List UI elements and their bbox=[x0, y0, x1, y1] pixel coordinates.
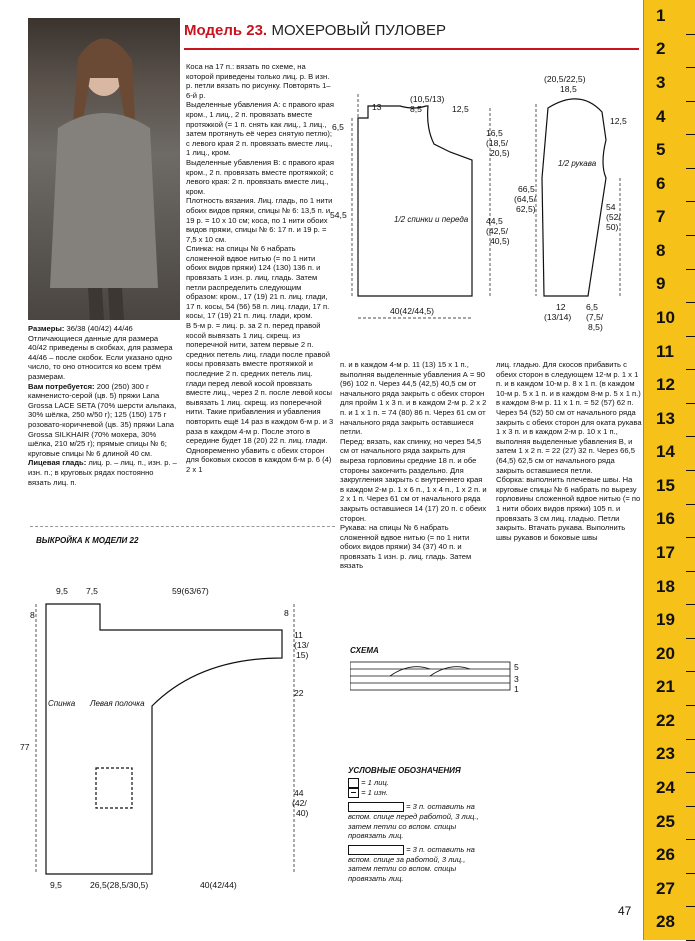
needed-text: 200 (250) 300 г камненисто-серой (цв. 5) пряжи Lana Grossa LACE SETA (70% шерсти альпака, 30% шёлка, 250 м/50 г); 125 (150) 175 г розовато-коричневой (цв. 35) пряжи Lana Grossa SILKHAIR (70% мохера, 30% шёлка, 210 м/25 г); прямые спицы № 6; круговые спицы № 6 длиной 40 см. bbox=[28, 381, 177, 458]
scheme-row-3: 3 bbox=[514, 674, 519, 684]
paragraph: Коса на 17 п.: вязать по схеме, на которой приведены только лиц. р. В изн. р. петли вязать по рисунку. Повторять 1–6-й р. bbox=[186, 62, 331, 100]
dim-40-44: 40(42/44) bbox=[200, 880, 237, 890]
dim-12-5: 12,5 bbox=[452, 104, 469, 114]
ruler-tick bbox=[686, 235, 695, 236]
sizes-note: Отличающиеся данные для размера 40/42 приведены в скобках, для размера 44/46 – после скобок. Если указано одно число, то оно относится ко всем трём размерам. bbox=[28, 333, 173, 381]
ruler-mark: 15 bbox=[656, 475, 675, 495]
ruler-tick bbox=[686, 873, 695, 874]
dim-7-5-top: 7,5 bbox=[86, 586, 98, 596]
ruler-mark: 19 bbox=[656, 610, 675, 630]
legend-item bbox=[348, 845, 488, 884]
model-number: Модель 23. bbox=[184, 22, 268, 39]
legend-purl: = 1 изн. bbox=[361, 788, 389, 797]
legend-cable-back: = 3 п. оставить на вспом. спице за работой, 3 лиц., затем петли со вспом. спицы провязать лиц. bbox=[348, 844, 475, 883]
ruler-tick bbox=[686, 638, 695, 639]
legend-item bbox=[348, 778, 488, 788]
paragraph: Плотность вязания. Лиц. гладь, по 1 нити обоих видов пряжи, спицы № 6: 13,5 п. и 19 р. = 10 х 10 см; коса, по 1 нити обоих видов пряжи, спицы № 6: 17 п. и 19 р. = 7,5 х 10 см. bbox=[186, 196, 333, 244]
ruler-mark: 13 bbox=[656, 408, 675, 428]
dim-44-5: 44,5 bbox=[486, 216, 503, 226]
ruler-mark: 22 bbox=[656, 710, 675, 730]
dim-12: 12 bbox=[556, 302, 566, 312]
pattern22-diagram bbox=[20, 578, 340, 898]
ruler-mark: 10 bbox=[656, 307, 675, 327]
dim-13-15a: (13/ bbox=[294, 640, 309, 650]
title-bar bbox=[184, 22, 639, 50]
legend-knit: = 1 лиц. bbox=[361, 778, 389, 787]
dim-22: 22 bbox=[294, 688, 304, 698]
dim-8-5: 8,5 bbox=[410, 104, 422, 114]
middle-column-text bbox=[186, 62, 334, 475]
ruler-tick bbox=[686, 504, 695, 505]
left-column-text bbox=[28, 324, 178, 487]
dim-40-5: 40,5) bbox=[490, 236, 510, 246]
dim-44: 44 bbox=[294, 788, 304, 798]
ruler-tick bbox=[686, 705, 695, 706]
ruler-tick bbox=[686, 302, 695, 303]
dim-10-5: (10,5/13) bbox=[410, 94, 445, 104]
sizes-label: Размеры: bbox=[28, 324, 65, 333]
dim-8-right: 8 bbox=[284, 608, 289, 618]
ruler-mark: 11 bbox=[656, 341, 674, 361]
legend-cable-front: = 3 п. оставить на вспом. спице перед работой, 3 лиц., затем петли со вспом. спицы провязать лиц. bbox=[348, 802, 479, 841]
ruler-mark: 28 bbox=[656, 912, 675, 932]
column-four-text bbox=[496, 360, 642, 542]
sizes-value: 36/38 (40/42) 44/46 bbox=[66, 324, 133, 333]
ruler-mark: 27 bbox=[656, 878, 675, 898]
paragraph: лиц. гладью. Для скосов прибавить с обеих сторон в следующем 12-м р. 1 х 1 п. и в каждом 10-м р. 8 х 1 п. (в каждом 10-м р. 5 х 1 п. и в каждом 8-м р. 5 х 1 п.) в каждом 8-м р. 11 х 1 п. = 52 (57) 62 п. Через 54 (52) 50 см от начального ряда закрыть с обеих сторон для оката рукава 1 х 3 п. и в каждом 2-м р. 10 х 1 п., выполняя выделенные убавления В, и затем 1 х 2 п. = 22 (27) 32 п. Через 66,5 (64,5) 62,5 см от начального ряда закрыть оставшиеся петли. bbox=[496, 360, 642, 475]
ruler-mark: 7 bbox=[656, 207, 666, 227]
ruler-tick bbox=[686, 839, 695, 840]
dim-42-40b: 40) bbox=[296, 808, 309, 818]
dim-64-5: (64,5/ bbox=[514, 194, 536, 204]
ruler-tick bbox=[686, 772, 695, 773]
ruler-tick bbox=[686, 134, 695, 135]
paragraph: п. и в каждом 4-м р. 11 (13) 15 х 1 п., выполняя выделенные убавления А = 90 (96) 102 п. Через 44,5 (42,5) 40,5 см от начального ряда закрыть с обеих сторон для пройм 1 х 3 п. и в каждом 2-м р. 2 х 2 п. и 1 х 1 п. = 74 (80) 86 п. Через 61 см от начального ряда закрыть оставшиеся петли. bbox=[340, 360, 487, 437]
legend-item bbox=[348, 788, 488, 798]
dim-54-5: 54,5 bbox=[330, 210, 347, 220]
dim-11: 11 bbox=[294, 630, 303, 640]
ruler-tick bbox=[686, 403, 695, 404]
ruler-tick bbox=[686, 470, 695, 471]
ruler-mark: 5 bbox=[656, 140, 666, 160]
dim-sleeve-12-5: 12,5 bbox=[610, 116, 627, 126]
measure-tape bbox=[643, 0, 695, 940]
dim-66-5: 66,5 bbox=[518, 184, 535, 194]
dim-width-body: 40(42/44,5) bbox=[390, 306, 434, 316]
dim-8-5b: 8,5) bbox=[588, 322, 603, 332]
ruler-mark: 2 bbox=[656, 39, 666, 59]
legend bbox=[348, 778, 488, 884]
ruler-tick bbox=[686, 806, 695, 807]
face-text: лиц. р. – лиц. п., изн. р. – изн. п.; в круговых рядах постоянно вязать лиц. п. bbox=[28, 458, 177, 487]
dim-50: 50) bbox=[606, 222, 619, 232]
dim-13-14: (13/14) bbox=[544, 312, 572, 322]
paragraph: Рукава: на спицы № 6 набрать сложенной вдвое нитью (= по 1 нити обоих видов пряжи) 34 (37) 40 п. и провязать 1 изн. р. лиц. гладь. Затем вязать bbox=[340, 523, 472, 571]
ruler-tick bbox=[686, 537, 695, 538]
ruler-mark: 23 bbox=[656, 744, 675, 764]
ruler-tick bbox=[686, 269, 695, 270]
ruler-tick bbox=[686, 604, 695, 605]
dim-26-5: 26,5(28,5/30,5) bbox=[90, 880, 149, 890]
dim-9-5-top: 9,5 bbox=[56, 586, 68, 596]
dim-77: 77 bbox=[20, 742, 30, 752]
back-label: Спинка bbox=[48, 699, 76, 708]
paragraph: Спинка: на спицы № 6 набрать сложенной вдвое нитью (= по 1 нити обоих видов пряжи) 124 (130) 136 п. и провязать 1 изн. р. лиц. гладь. Затем петли распределить следующим образом: кром., 17 (19) 21 п. лиц. глади, 17 п. косы, 54 (56) 58 п. лиц. глади, 17 п. косы, 17 (19) 21 п. лиц. глади, кром. bbox=[186, 244, 330, 321]
pullover-schema bbox=[330, 68, 640, 336]
ruler-tick bbox=[686, 369, 695, 370]
scheme-title: СХЕМА bbox=[350, 646, 379, 655]
cable-scheme bbox=[350, 660, 530, 694]
ruler-mark: 4 bbox=[656, 106, 666, 126]
dim-13-15b: 15) bbox=[296, 650, 309, 660]
dim-7-5: (7,5/ bbox=[586, 312, 604, 322]
dim-16-5: 16,5 bbox=[486, 128, 503, 138]
ruler-mark: 20 bbox=[656, 643, 675, 663]
dim-52: (52/ bbox=[606, 212, 621, 222]
dim-20-5: 20,5) bbox=[490, 148, 510, 158]
ruler-mark: 18 bbox=[656, 576, 675, 596]
ruler-mark: 1 bbox=[656, 5, 666, 25]
dim-54: 54 bbox=[606, 202, 616, 212]
legend-title: УСЛОВНЫЕ ОБОЗНАЧЕНИЯ bbox=[348, 766, 461, 775]
dim-6-5: 6,5 bbox=[332, 122, 344, 132]
dim-42-40a: (42/ bbox=[292, 798, 307, 808]
ruler-mark: 12 bbox=[656, 375, 675, 395]
ruler-tick bbox=[686, 906, 695, 907]
ruler-mark: 14 bbox=[656, 442, 675, 462]
dim-9-5-bottom: 9,5 bbox=[50, 880, 62, 890]
paragraph: Перед: вязать, как спинку, но через 54,5 см от начального ряда закрыть для выреза горловины средние 18 п. и обе стороны закончить раздельно. Для закругления закрыть с внутреннего края в каждом 2-м р. 1 х 6 п., 1 х 4 п., 1 х 2 п. и 2 х 1 п. Через 61 см от начального ряда закрыть оставшиеся 14 (17) 20 п. с обеих сторон. bbox=[340, 436, 487, 523]
dim-13: 13 bbox=[372, 102, 382, 112]
paragraph: Выделенные убавления В: с правого края кром., 2 п. провязать вместе протяжкой; с левого края: 2 п. провязать вместе лиц., кром. bbox=[186, 157, 334, 196]
pattern22-title: ВЫКРОЙКА К МОДЕЛИ 22 bbox=[36, 536, 139, 545]
paragraph: В 5-м р. = лиц. р. за 2 п. перед правой косой вывязать 1 лиц. скрещ. из поперечной нити, затем первые 2 п. средних петель лиц. глади после правой косы провязать вместе протяжкой и последние 2 п. средних петель лиц. глади перед левой косой провязать вместе лиц., через 2 п. после левой косы вывязать 1 лиц. скрещ. из поперечной нити. Такие прибавления и убавления повторить ещё 14 раз в каждом 6-м р. и 3 раза в каждом 4-м р. После этого в середине будет 18 (20) 22 п. лиц. глади. Одновременно убавить с обеих сторон для боковых скосов в каждом 6-м р. 6 (4) 2 х 1 bbox=[186, 321, 334, 474]
dim-sleeve-top: (20,5/22,5) bbox=[544, 74, 586, 84]
scheme-row-1: 1 bbox=[514, 684, 519, 694]
ruler-tick bbox=[686, 101, 695, 102]
ruler-mark: 25 bbox=[656, 811, 675, 831]
ruler-mark: 21 bbox=[656, 677, 675, 697]
paragraph: Сборка: выполнить плечевые швы. На круговые спицы № 6 набрать по вырезу горловины сложенной вдвое нитью (= по 1 нити обоих видов пряжи) 105 п. и провязать 3 см лиц. гладью. Петли закрыть. Втачать рукава. Выполнить швы рукавов и боковые швы bbox=[496, 475, 641, 542]
ruler-mark: 24 bbox=[656, 777, 675, 797]
ruler-mark: 3 bbox=[656, 72, 666, 92]
dim-sleeve-18-5: 18,5 bbox=[560, 84, 577, 94]
ruler-tick bbox=[686, 168, 695, 169]
ruler-tick bbox=[686, 336, 695, 337]
ruler-mark: 9 bbox=[656, 274, 666, 294]
face-label: Лицевая гладь: bbox=[28, 458, 87, 468]
ruler-mark: 17 bbox=[656, 542, 675, 562]
dim-8-left: 8 bbox=[30, 610, 35, 620]
dim-59: 59(63/67) bbox=[172, 586, 209, 596]
column-three-text bbox=[340, 360, 488, 571]
ruler-mark: 8 bbox=[656, 240, 666, 260]
sleeve-label: 1/2 рукава bbox=[558, 159, 597, 168]
model-photo bbox=[28, 18, 180, 320]
page-title: МОХЕРОВЫЙ ПУЛОВЕР bbox=[271, 22, 446, 39]
dim-62-5: 62,5) bbox=[516, 204, 536, 214]
dim-42-5: (42,5/ bbox=[486, 226, 508, 236]
paragraph: Выделенные убавления А: с правого края кром., 1 лиц., 2 п. провязать вместе протяжкой (= 1 п. снять как лиц., 1 лиц., затем протянуть её через снятую петлю); с левого края 2 п. провязать вместе лиц., 1 лиц., кром. bbox=[186, 100, 334, 158]
ruler-tick bbox=[686, 571, 695, 572]
needed-label: Вам потребуется: bbox=[28, 381, 95, 391]
ruler-mark: 16 bbox=[656, 509, 675, 529]
ruler-tick bbox=[686, 201, 695, 202]
ruler-tick bbox=[686, 436, 695, 437]
left-front-label: Левая полочка bbox=[90, 699, 145, 708]
dim-18-5: (18,5/ bbox=[486, 138, 508, 148]
model-figure bbox=[28, 18, 180, 320]
legend-item bbox=[348, 802, 488, 841]
ruler-tick bbox=[686, 739, 695, 740]
ruler-tick bbox=[686, 34, 695, 35]
body-label: 1/2 спинки и переда bbox=[394, 215, 469, 224]
scheme-row-5: 5 bbox=[514, 662, 519, 672]
section-divider bbox=[30, 526, 335, 527]
page-number: 47 bbox=[618, 904, 632, 918]
ruler-tick bbox=[686, 67, 695, 68]
ruler-mark: 6 bbox=[656, 173, 666, 193]
ruler-tick bbox=[686, 671, 695, 672]
dim-6-5b: 6,5 bbox=[586, 302, 598, 312]
ruler-mark: 26 bbox=[656, 845, 675, 865]
